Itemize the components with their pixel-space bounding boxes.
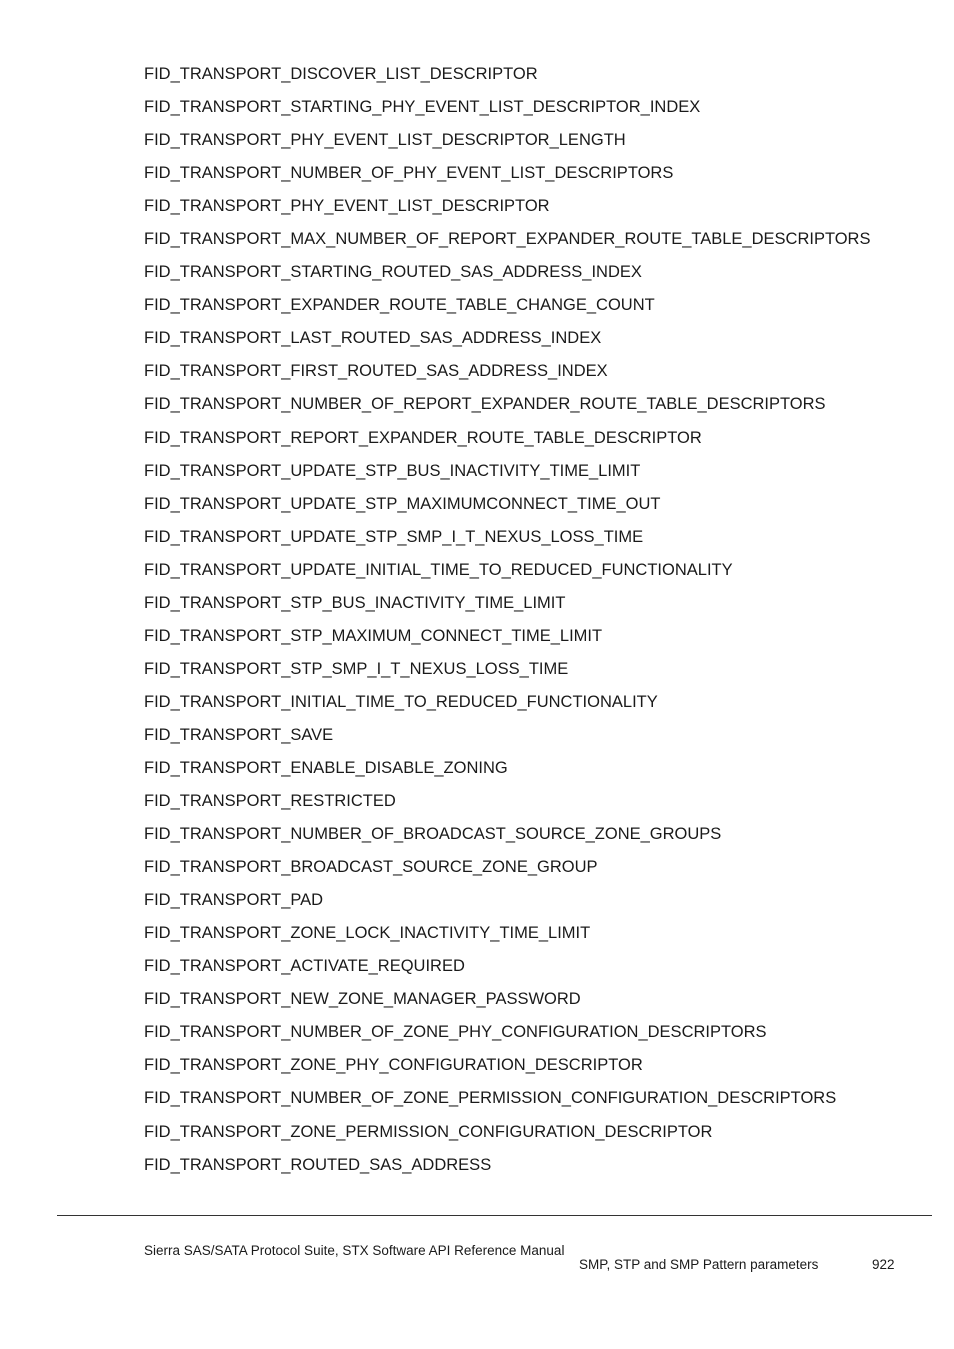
parameter-item: FID_TRANSPORT_ROUTED_SAS_ADDRESS: [144, 1155, 492, 1174]
parameter-item: FID_TRANSPORT_BROADCAST_SOURCE_ZONE_GROUP: [144, 858, 598, 877]
parameter-item: FID_TRANSPORT_SAVE: [144, 725, 334, 744]
parameter-item: FID_TRANSPORT_ZONE_LOCK_INACTIVITY_TIME_LIMIT: [144, 924, 591, 943]
parameter-item: FID_TRANSPORT_DISCOVER_LIST_DESCRIPTOR: [144, 65, 538, 83]
parameter-item: FID_TRANSPORT_ZONE_PHY_CONFIGURATION_DESCRIPTOR: [144, 1056, 643, 1075]
parameter-item: FID_TRANSPORT_LAST_ROUTED_SAS_ADDRESS_INDEX: [144, 329, 602, 348]
parameter-item: FID_TRANSPORT_STP_SMP_I_T_NEXUS_LOSS_TIME: [144, 659, 569, 678]
footer-divider: [57, 1215, 932, 1216]
parameter-item: FID_TRANSPORT_PAD: [144, 891, 324, 910]
parameter-item: FID_TRANSPORT_PHY_EVENT_LIST_DESCRIPTOR_LENGTH: [144, 131, 626, 150]
parameter-item: FID_TRANSPORT_UPDATE_STP_MAXIMUMCONNECT_TIME_OUT: [144, 494, 661, 513]
parameter-item: FID_TRANSPORT_STP_MAXIMUM_CONNECT_TIME_LIMIT: [144, 626, 603, 645]
parameter-item: FID_TRANSPORT_NUMBER_OF_PHY_EVENT_LIST_DESCRIPTORS: [144, 164, 674, 183]
parameter-item: FID_TRANSPORT_ZONE_PERMISSION_CONFIGURATION_DESCRIPTOR: [144, 1122, 713, 1141]
parameter-item: FID_TRANSPORT_RESTRICTED: [144, 792, 396, 811]
parameter-item: FID_TRANSPORT_STARTING_PHY_EVENT_LIST_DESCRIPTOR_INDEX: [144, 98, 701, 117]
parameter-item: FID_TRANSPORT_INITIAL_TIME_TO_REDUCED_FUNCTIONALITY: [144, 692, 658, 711]
footer-page-number: 922: [872, 1257, 895, 1272]
footer-section-title: SMP, STP and SMP Pattern parameters: [579, 1257, 819, 1272]
parameter-item: FID_TRANSPORT_ACTIVATE_REQUIRED: [144, 957, 465, 976]
parameter-item: FID_TRANSPORT_MAX_NUMBER_OF_REPORT_EXPANDER_ROUTE_TABLE_DESCRIPTORS: [144, 230, 871, 249]
footer-manual-title: Sierra SAS/SATA Protocol Suite, STX Software API Reference Manual: [144, 1243, 565, 1258]
parameter-item: FID_TRANSPORT_NEW_ZONE_MANAGER_PASSWORD: [144, 990, 581, 1009]
parameter-item: FID_TRANSPORT_NUMBER_OF_ZONE_PERMISSION_CONFIGURATION_DESCRIPTORS: [144, 1089, 837, 1108]
parameter-item: FID_TRANSPORT_REPORT_EXPANDER_ROUTE_TABLE_DESCRIPTOR: [144, 428, 702, 447]
parameter-item: FID_TRANSPORT_UPDATE_STP_SMP_I_T_NEXUS_LOSS_TIME: [144, 527, 644, 546]
parameter-item: FID_TRANSPORT_STP_BUS_INACTIVITY_TIME_LIMIT: [144, 593, 566, 612]
parameter-item: FID_TRANSPORT_ENABLE_DISABLE_ZONING: [144, 758, 508, 777]
parameter-item: FID_TRANSPORT_NUMBER_OF_BROADCAST_SOURCE_ZONE_GROUPS: [144, 825, 722, 844]
parameter-item: FID_TRANSPORT_EXPANDER_ROUTE_TABLE_CHANGE_COUNT: [144, 296, 655, 315]
parameter-item: FID_TRANSPORT_NUMBER_OF_REPORT_EXPANDER_ROUTE_TABLE_DESCRIPTORS: [144, 395, 826, 414]
parameter-list: [144, 58, 870, 1182]
parameter-item: FID_TRANSPORT_FIRST_ROUTED_SAS_ADDRESS_INDEX: [144, 362, 608, 381]
parameter-item: FID_TRANSPORT_UPDATE_INITIAL_TIME_TO_REDUCED_FUNCTIONALITY: [144, 560, 733, 579]
parameter-item: FID_TRANSPORT_UPDATE_STP_BUS_INACTIVITY_TIME_LIMIT: [144, 461, 641, 480]
parameter-item: FID_TRANSPORT_NUMBER_OF_ZONE_PHY_CONFIGURATION_DESCRIPTORS: [144, 1023, 767, 1042]
parameter-item: FID_TRANSPORT_PHY_EVENT_LIST_DESCRIPTOR: [144, 197, 550, 216]
parameter-item: FID_TRANSPORT_STARTING_ROUTED_SAS_ADDRESS_INDEX: [144, 263, 642, 282]
